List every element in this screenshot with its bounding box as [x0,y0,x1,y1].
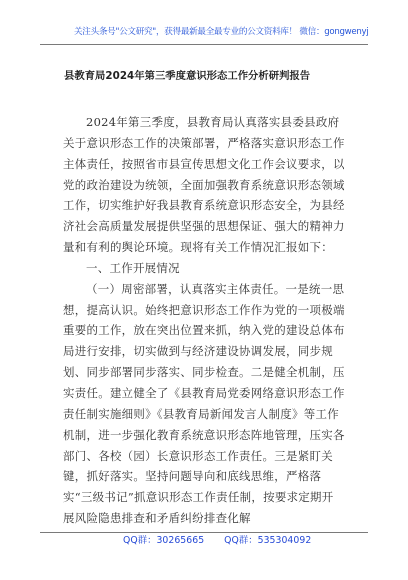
qq-group-number: 535304092 [257,535,312,546]
section-heading: 一、工作开展情况 [86,260,180,275]
qq-group-label: QQ群： [123,535,157,546]
footer-divider [40,532,368,533]
qq-group-label: QQ群： [224,535,258,546]
promo-banner: 关注头条号"公文研究"，获得最新最全最专业的公文资料库！ 微信：gongwenyj [74,27,369,37]
document-title: 县教育局2024年第三季度意识形态工作分析研判报告 [64,70,311,82]
header-divider [40,44,368,45]
document-body [63,112,345,529]
qq-group-number: 30265665 [156,535,205,546]
footer-contact [123,535,313,547]
section-paragraph: （一）周密部署，认真落实主体责任。一是统一思想，提高认识。始终把意识形态工作作为党的一项极端重要的工作，放在突出位置来抓，纳入党的建设总体布局进行安排，切实做到与经济建设协调发展，同步规划、同步部署同步落实、同步检查。二是健全机制，压实责任。建立健全了《县教育局党委网络意识形态工作责任制实施细则》《县教育局新闻发言人制度》等工作机制，进一步强化教育系统意识形态阵地管理，压实各部门、各校（园）长意识形态工作责任。三是紧盯关键，抓好落实。坚持问题导向和底线思维，严格落实“三级书记”抓意识形态工作责任制，按要求定期开展风险隐患排查和矛盾纠纷排查化解 [63,281,345,526]
intro-paragraph: 2024年第三季度，县教育局认真落实县委县政府关于意识形态工作的决策部署，严格落实意识形态工作主体责任，按照省市县宣传思想文化工作会议要求，以党的政治建设为统领，全面加强教育系统意识形态领域工作，切实维护好我县教育系统意识形态安全，为县经济社会高质量发展提供坚强的思想保证、强大的精神力量和有利的舆论环境。现将有关工作情况汇报如下： [63,115,345,255]
